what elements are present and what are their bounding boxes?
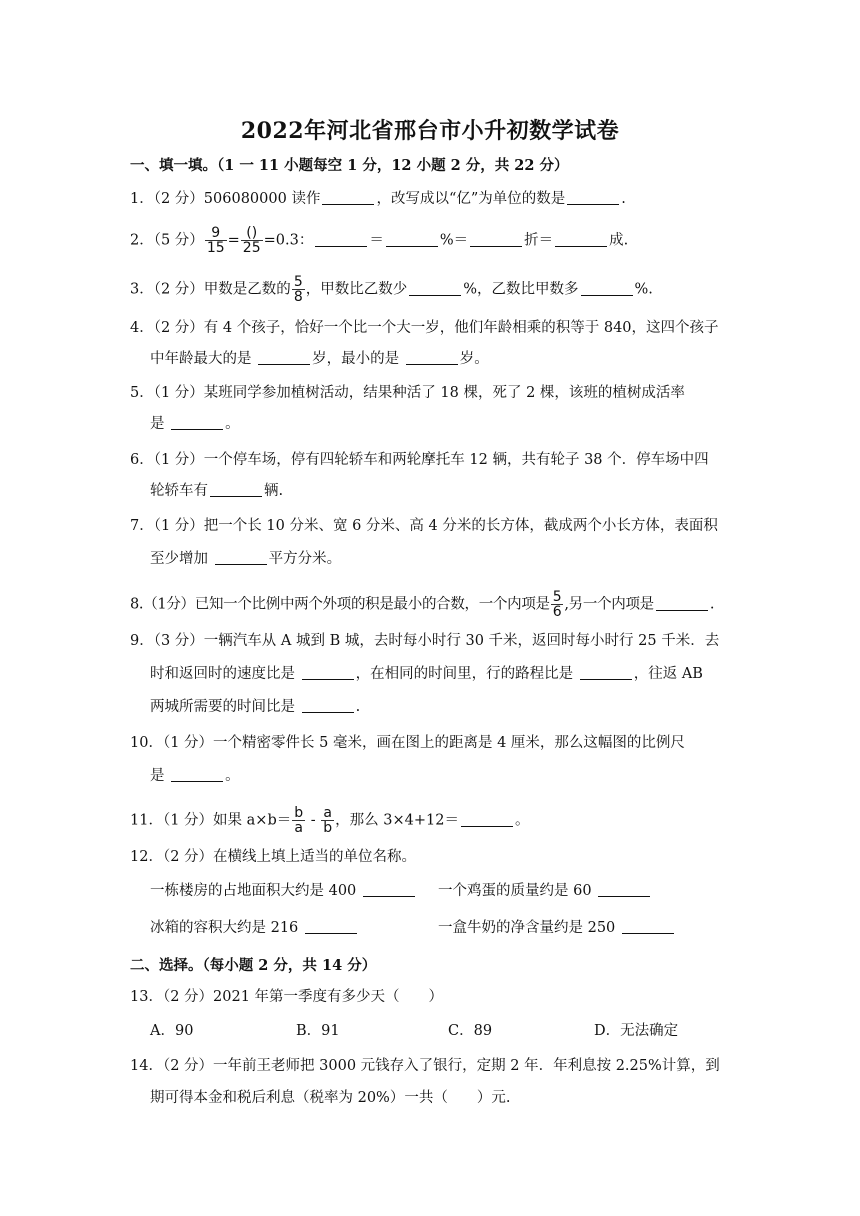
q11-text-b: ，那么 3×4+12＝ [335,812,459,829]
question-7-line-1: 7．（1 分）把一个长 10 分米、宽 6 分米、高 4 分米的长方体，截成两个小长方体，表面积 [130,518,718,534]
fraction-denominator: a [294,820,303,836]
q9-text-a: 时和返回时的速度比是 [150,666,295,682]
answer-blank[interactable] [622,919,674,934]
section-heading-choice: 二、选择。（每小题 2 分，共 14 分） [130,957,377,974]
answer-blank[interactable] [215,550,267,565]
answer-blank[interactable] [580,665,632,680]
q1-text-a: 1．（2 分）506080000 读作 [130,191,321,207]
fraction-numerator: 9 [205,226,227,241]
question-11 [130,806,529,835]
q7-text-a: 至少增加 [150,551,208,567]
q8-text-a: 8.（1分）已知一个比例中两个外项的积是最小的合数，一个内项是 [130,596,550,613]
fraction [292,806,305,835]
fraction [292,275,305,304]
q6-text-b: 辆. [264,483,284,499]
fraction-denominator: 15 [206,240,225,256]
q9-text-c: ，往返 AB [633,666,703,682]
question-9-line-3 [150,697,360,717]
question-6-line-1: 6．（1 分）一个停车场，停有四轮轿车和两轮摩托车 12 辆，共有轮子 38 个．停车场中四 [130,452,709,468]
q5-text-a: 是 [150,416,165,432]
q12-item-text: 一栋楼房的占地面积大约是 400 [150,883,357,899]
q5-text-b: 。 [225,416,240,432]
q2-text-a: 2．（5 分） [130,232,204,249]
fraction-denominator: 8 [293,289,303,305]
question-5-line-2 [150,414,240,434]
answer-blank[interactable] [567,190,619,205]
section-heading-fill: 一、填一填。（1 一 11 小题每空 1 分，12 小题 2 分，共 22 分） [130,157,569,174]
answer-blank[interactable] [461,812,513,827]
q4-text-b: 岁，最小的是 [312,351,400,367]
q1-text-c: . [621,191,626,207]
fraction-numerator: b [294,805,304,821]
question-9-line-1: 9．（3 分）一辆汽车从 A 城到 B 城，去时每小时行 30 千米，返回时每小时行 25 千米．去 [130,633,720,649]
q3-text-a: 3．（2 分）甲数是乙数的 [130,281,291,298]
q9-text-b: ，在相同的时间里，行的路程比是 [355,666,574,682]
question-14-line-1: 14．（2 分）一年前王老师把 3000 元钱存入了银行，定期 2 年．年利息按 2.25%计算，到 [130,1058,720,1074]
q11-text-c: 。 [514,812,530,829]
q2-text-e: 折＝ [524,232,554,249]
answer-blank[interactable] [171,767,223,782]
q2-text-f: 成. [609,232,629,249]
q11-text-a: 11．（1 分）如果 a×b＝ [130,812,292,829]
fraction [321,806,334,835]
answer-blank[interactable] [322,190,374,205]
question-6-line-2 [150,481,283,501]
q3-text-d: %. [634,281,653,298]
q8-text-c: . [709,596,715,613]
question-5-line-1: 5．（1 分）某班同学参加植树活动，结果种活了 18 棵，死了 2 棵，该班的植树成活率 [130,385,685,401]
fraction-denominator: 6 [552,604,562,620]
answer-blank[interactable] [210,482,262,497]
q4-text-a: 中年龄最大的是 [150,351,252,367]
answer-blank[interactable] [302,698,354,713]
q2-text-b: =0.3： [263,232,314,249]
question-2 [130,226,628,255]
fraction-numerator: 5 [552,589,562,605]
question-4-line-1: 4．（2 分）有 4 个孩子，恰好一个比一个大一岁，他们年龄相乘的积等于 840，这四个孩子 [130,320,719,336]
question-14-line-2: 期可得本金和税后利息（税率为 20%）一共（ ）元. [150,1090,511,1106]
answer-blank[interactable] [406,350,458,365]
question-10-line-2 [150,766,240,786]
q13-option-d[interactable]: D．无法确定 [594,1023,679,1039]
fraction [241,226,263,255]
q8-text-b: ,另一个内项是 [564,596,654,613]
answer-blank[interactable] [305,919,357,934]
question-9-line-2 [150,664,703,684]
minus-sign: - [310,812,316,829]
question-12-item-3 [150,918,359,938]
question-12-item-2 [438,881,652,901]
fraction-numerator: 5 [293,274,303,290]
q7-text-b: 平方分米。 [268,551,342,567]
q2-text-d: %＝ [439,232,469,249]
q10-text-a: 是 [150,768,165,784]
question-8 [130,590,714,619]
q13-option-c[interactable]: C．89 [448,1023,493,1039]
q13-option-b[interactable]: B．91 [296,1023,340,1039]
q9-text-e: . [355,699,361,715]
fraction [551,590,564,619]
q4-text-c: 岁。 [459,351,489,367]
question-10-line-1: 10．（1 分）一个精密零件长 5 毫米，画在图上的距离是 4 厘米，那么这幅图的比例尺 [130,735,685,751]
fraction-denominator: b [323,820,333,836]
question-13-line-1: 13．（2 分）2021 年第一季度有多少天（ ） [130,989,444,1005]
answer-blank[interactable] [598,882,650,897]
question-4-line-2 [150,349,489,369]
fraction-numerator: () [241,226,263,241]
q6-text-a: 轮轿车有 [150,483,208,499]
question-12-item-4 [438,918,676,938]
q12-item-text: 一个鸡蛋的质量约是 60 [438,883,592,899]
answer-blank[interactable] [302,665,354,680]
q2-text-c: ＝ [369,232,384,249]
q9-text-d: 两城所需要的时间比是 [150,699,295,715]
answer-blank[interactable] [409,281,461,296]
q1-text-b: ，改写成以“亿”为单位的数是 [376,191,566,207]
q10-text-b: 。 [225,768,240,784]
q12-item-text: 一盒牛奶的净含量约是 250 [438,920,616,936]
answer-blank[interactable] [555,232,607,247]
answer-blank[interactable] [258,350,310,365]
question-1 [130,189,626,209]
answer-blank[interactable] [363,882,415,897]
answer-blank[interactable] [470,232,522,247]
equals-sign: = [227,232,240,249]
q12-item-text: 冰箱的容积大约是 216 [150,920,299,936]
question-3 [130,275,653,304]
answer-blank[interactable] [581,281,633,296]
q3-text-c: %，乙数比甲数多 [463,281,579,298]
question-7-line-2 [150,549,341,569]
q3-text-b: ，甲数比乙数少 [305,281,408,298]
answer-blank[interactable] [656,596,708,611]
answer-blank[interactable] [171,415,223,430]
answer-blank[interactable] [386,232,438,247]
answer-blank[interactable] [315,232,367,247]
page-title: 2022年河北省邢台市小升初数学试卷 [240,118,620,144]
fraction [205,226,227,255]
q13-option-a[interactable]: A．90 [150,1023,194,1039]
question-12-item-1 [150,881,417,901]
fraction-denominator: 25 [242,240,261,256]
question-12-line-1: 12．（2 分）在横线上填上适当的单位名称。 [130,849,417,865]
fraction-numerator: a [321,806,334,821]
